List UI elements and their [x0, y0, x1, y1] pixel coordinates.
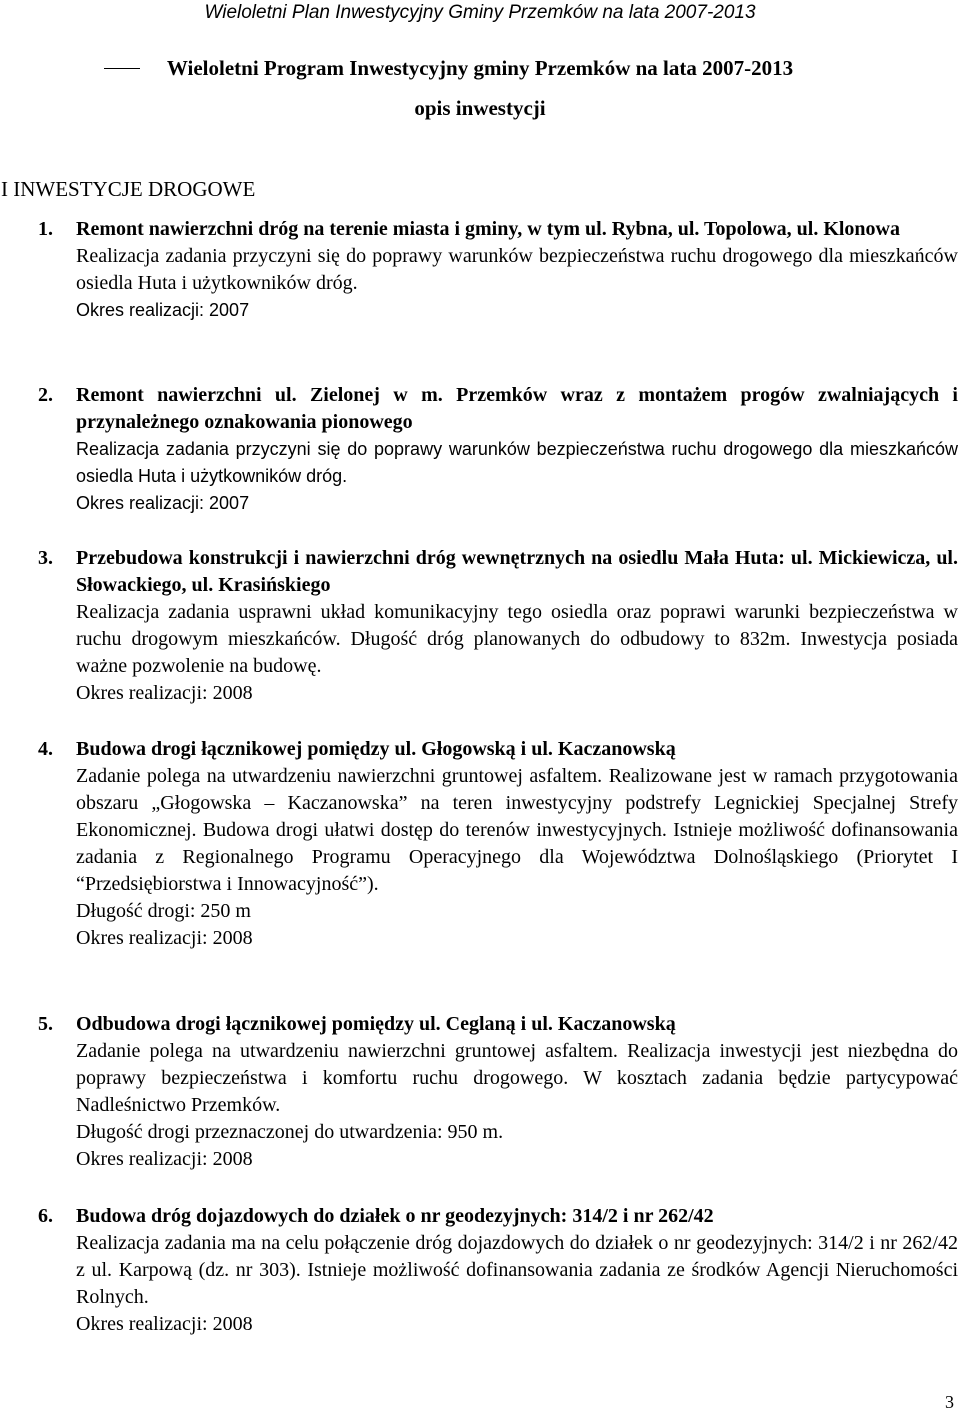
item-name: Remont nawierzchni ul. Zielonej w m. Przemków wraz z montażem progów zwalniających i przynależnego oznakowania pionowego [76, 384, 958, 433]
item-period: Okres realizacji: 2008 [76, 682, 253, 704]
investment-item [38, 216, 958, 324]
document-subtitle: opis inwestycji [414, 96, 546, 120]
item-description: Zadanie polega na utwardzeniu nawierzchni gruntowej asfaltem. Realizacja inwestycji jest niezbędna do poprawy bezpieczeństwa i komfortu ruchu drogowego. W kosztach zadania będzie partycypować Nadleśnictwo Przemków. [76, 1040, 958, 1116]
item-number: 1. [38, 218, 53, 240]
page-number: 3 [945, 1392, 954, 1412]
item-name: Budowa drogi łącznikowej pomiędzy ul. Głogowską i ul. Kaczanowską [76, 738, 676, 760]
item-description: Realizacja zadania usprawni układ komunikacyjny tego osiedla oraz poprawi warunki bezpieczeństwa w ruchu drogowym mieszkańców. Długość dróg planowanych do odbudowy to 832m. Inwestycja posiada ważne pozwolenie na budowę. [76, 601, 958, 677]
item-number: 6. [38, 1205, 53, 1227]
investment-item [38, 1011, 958, 1173]
item-number: 3. [38, 547, 53, 569]
title-row [0, 55, 960, 81]
running-header: Wieloletni Plan Inwestycyjny Gminy Przemków na lata 2007-2013 [204, 2, 756, 23]
investment-item [38, 736, 958, 952]
section-heading: I INWESTYCJE DROGOWE [1, 177, 256, 201]
investment-item [38, 545, 958, 707]
item-period: Okres realizacji: 2008 [76, 927, 253, 949]
item-number: 4. [38, 738, 53, 760]
item-name: Odbudowa drogi łącznikowej pomiędzy ul. Ceglaną i ul. Kaczanowską [76, 1013, 676, 1035]
item-description: Zadanie polega na utwardzeniu nawierzchni gruntowej asfaltem. Realizowane jest w ramach przygotowania obszaru „Głogowska – Kaczanowska” na teren inwestycyjny podstrefy Legnickiej Specjalnej Strefy Ekonomicznej. Budowa drogi ułatwi dostęp do terenów inwestycyjnych. Istnieje możliwość dofinansowania zadania z Regionalnego Programu Operacyjnego dla Województwa Dolnośląskiego (Priorytet I “Przedsiębiorstwa i Innowacyjność”). [76, 765, 958, 895]
item-period: Okres realizacji: 2007 [76, 493, 250, 513]
item-detail: Długość drogi przeznaczonej do utwardzenia: 950 m. [76, 1121, 504, 1143]
document-title: Wieloletni Program Inwestycyjny gminy Przemków na lata 2007-2013 [166, 56, 794, 80]
item-number: 5. [38, 1013, 53, 1035]
item-period: Okres realizacji: 2008 [76, 1313, 253, 1335]
item-detail: Długość drogi: 250 m [76, 900, 251, 922]
investment-item [38, 1203, 958, 1338]
item-name: Remont nawierzchni dróg na terenie miasta i gminy, w tym ul. Rybna, ul. Topolowa, ul. Klonowa [76, 218, 900, 240]
item-name: Przebudowa konstrukcji i nawierzchni dróg wewnętrznych na osiedlu Mała Huta: ul. Mickiewicza, ul. Słowackiego, ul. Krasińskiego [76, 547, 958, 596]
item-period: Okres realizacji: 2008 [76, 1148, 253, 1170]
item-description: Realizacja zadania ma na celu połączenie dróg dojazdowych do działek o nr geodezyjnych: 314/2 i nr 262/42 z ul. Karpową (dz. nr 303). Istnieje możliwość dofinansowania zadania ze środków Agencji Nieruchomości Rolnych. [76, 1232, 958, 1308]
item-description: Realizacja zadania przyczyni się do poprawy warunków bezpieczeństwa ruchu drogowego dla mieszkańców osiedla Huta i użytkowników dróg. [76, 245, 958, 294]
item-name: Budowa dróg dojazdowych do działek o nr geodezyjnych: 314/2 i nr 262/42 [76, 1205, 714, 1227]
item-number: 2. [38, 384, 53, 406]
item-description: Realizacja zadania przyczyni się do poprawy warunków bezpieczeństwa ruchu drogowego dla mieszkańców osiedla Huta i użytkowników dróg. [76, 439, 958, 486]
item-period: Okres realizacji: 2007 [76, 300, 250, 320]
investment-item [38, 382, 958, 517]
